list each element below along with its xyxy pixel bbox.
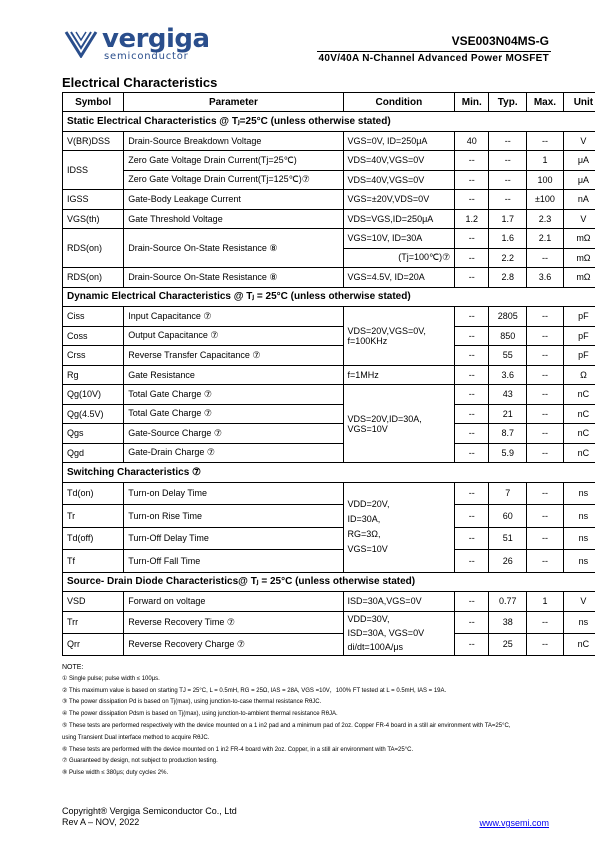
cell-condition: ISD=30A,VGS=0V xyxy=(343,592,455,612)
cell-min: -- xyxy=(455,346,489,366)
table-row xyxy=(63,505,595,528)
cell-min: 40 xyxy=(455,131,489,151)
cell-condition: VDS=VGS,ID=250μA xyxy=(343,209,455,229)
cell-max: 3.6 xyxy=(527,268,564,288)
cell-symbol: RDS(on) xyxy=(63,268,124,288)
cell-symbol: Trr xyxy=(63,611,124,633)
cell-max: -- xyxy=(527,131,564,151)
cell-symbol: Qg(10V) xyxy=(63,385,124,405)
cell-symbol: Td(on) xyxy=(63,482,124,505)
cell-max: 2.3 xyxy=(527,209,564,229)
cell-symbol: IDSS xyxy=(63,151,124,190)
cell-unit: nC xyxy=(563,633,595,655)
note-item: ⑤ These tests are performed respectively with the device mounted on a 1 in2 pad and a minimum pad of 2oz. Copper FR-4 board in a still air environment with TA=25°C, xyxy=(62,722,511,729)
cell-condition: VGS=10V, ID=30A xyxy=(343,229,455,249)
cell-condition xyxy=(343,482,455,572)
document-subtitle: 40V/40A N-Channel Advanced Power MOSFET xyxy=(318,53,549,64)
condition-line: f=100KHz xyxy=(347,335,388,346)
table-row xyxy=(63,151,595,171)
cell-unit: μA xyxy=(563,170,595,190)
cell-typ: 43 xyxy=(489,385,527,405)
cell-symbol: Rg xyxy=(63,365,124,385)
cell-parameter: Turn-Off Fall Time xyxy=(124,550,343,573)
cell-parameter: Zero Gate Voltage Drain Current(Tj=25℃) xyxy=(124,151,343,171)
revision-text: Rev A – NOV, 2022 xyxy=(62,817,140,827)
cell-unit: nC xyxy=(563,424,595,444)
cell-unit: mΩ xyxy=(563,229,595,249)
cell-min: -- xyxy=(455,482,489,505)
cell-unit: pF xyxy=(563,307,595,327)
cell-typ: 21 xyxy=(489,404,527,424)
cell-parameter: Output Capacitance ⑦ xyxy=(124,326,343,346)
note-item: ⑥ These tests are performed with the device mounted on 1 in2 FR-4 board with 2oz. Copper, in a still air environment with TA=25°C. xyxy=(62,746,414,753)
section-dynamic-title: Dynamic Electrical Characteristics @ Tⱼ = 25°C (unless otherwise stated) xyxy=(63,287,595,307)
cell-unit: nC xyxy=(563,385,595,405)
cell-max: -- xyxy=(527,365,564,385)
cell-parameter: Reverse Recovery Charge ⑦ xyxy=(124,633,343,655)
cell-typ: 0.77 xyxy=(489,592,527,612)
cell-parameter: Reverse Recovery Time ⑦ xyxy=(124,611,343,633)
table-row xyxy=(63,482,595,505)
note-item: ④ The power dissipation Pdsm is based on Tj(max), using junction-to-ambient thermal resistance RθJA. xyxy=(62,711,338,718)
condition-line: VGS=10V xyxy=(347,423,388,434)
vergiga-logo-icon xyxy=(64,28,98,58)
notes-title: NOTE: xyxy=(62,664,84,671)
cell-parameter: Drain-Source Breakdown Voltage xyxy=(124,131,343,151)
cell-max: -- xyxy=(527,424,564,444)
cell-max: -- xyxy=(527,482,564,505)
cell-typ: 55 xyxy=(489,346,527,366)
cell-parameter: Forward on voltage xyxy=(124,592,343,612)
cell-min: -- xyxy=(455,443,489,463)
cell-condition: VGS=4.5V, ID=20A xyxy=(343,268,455,288)
cell-unit: ns xyxy=(563,527,595,550)
cell-unit: ns xyxy=(563,505,595,528)
header-max: Max. xyxy=(527,93,564,112)
cell-condition xyxy=(343,611,455,655)
cell-typ: 2.8 xyxy=(489,268,527,288)
cell-min: -- xyxy=(455,326,489,346)
cell-typ: 51 xyxy=(489,527,527,550)
company-logo xyxy=(64,24,210,62)
note-item: ① Single pulse; pulse width ≤ 100μs. xyxy=(62,675,160,682)
cell-parameter: Drain-Source On-State Resistance ⑧ xyxy=(124,229,343,268)
condition-line: VDD=20V, xyxy=(347,499,390,509)
cell-min: -- xyxy=(455,268,489,288)
cell-min: -- xyxy=(455,424,489,444)
cell-condition: f=1MHz xyxy=(343,365,455,385)
cell-typ: 5.9 xyxy=(489,443,527,463)
footer-left xyxy=(62,806,237,828)
cell-symbol: Coss xyxy=(63,326,124,346)
cell-symbol: IGSS xyxy=(63,190,124,210)
cell-min: -- xyxy=(455,505,489,528)
table-row xyxy=(63,527,595,550)
table-row xyxy=(63,170,595,190)
cell-unit: μA xyxy=(563,151,595,171)
header-typ: Typ. xyxy=(489,93,527,112)
table-row xyxy=(63,424,595,444)
cell-parameter: Total Gate Charge ⑦ xyxy=(124,404,343,424)
condition-line: VDS=20V,VGS=0V, xyxy=(347,325,426,336)
cell-min: -- xyxy=(455,248,489,268)
cell-symbol: VGS(th) xyxy=(63,209,124,229)
cell-unit: V xyxy=(563,131,595,151)
cell-parameter: Turn-Off Delay Time xyxy=(124,527,343,550)
cell-parameter: Input Capacitance ⑦ xyxy=(124,307,343,327)
cell-parameter: Gate Threshold Voltage xyxy=(124,209,343,229)
condition-line: VGS=10V xyxy=(347,544,388,554)
cell-min: -- xyxy=(455,527,489,550)
table-row xyxy=(63,633,595,655)
cell-min: 1.2 xyxy=(455,209,489,229)
cell-symbol: Tf xyxy=(63,550,124,573)
table-row xyxy=(63,611,595,633)
cell-condition xyxy=(343,385,455,463)
cell-max: -- xyxy=(527,443,564,463)
cell-symbol: VSD xyxy=(63,592,124,612)
cell-max: -- xyxy=(527,404,564,424)
cell-parameter: Gate-Drain Charge ⑦ xyxy=(124,443,343,463)
cell-max: -- xyxy=(527,248,564,268)
cell-min: -- xyxy=(455,151,489,171)
cell-unit: V xyxy=(563,209,595,229)
table-row xyxy=(63,209,595,229)
cell-max: -- xyxy=(527,385,564,405)
section-static-title: Static Electrical Characteristics @ Tⱼ=25°C (unless otherwise stated) xyxy=(63,112,595,132)
cell-min: -- xyxy=(455,592,489,612)
cell-typ: -- xyxy=(489,151,527,171)
cell-typ: 60 xyxy=(489,505,527,528)
cell-unit: nC xyxy=(563,443,595,463)
table-row xyxy=(63,346,595,366)
cell-min: -- xyxy=(455,385,489,405)
cell-min: -- xyxy=(455,611,489,633)
condition-line: VDD=30V, xyxy=(347,614,390,624)
cell-min: -- xyxy=(455,229,489,249)
cell-symbol: Td(off) xyxy=(63,527,124,550)
cell-typ: 7 xyxy=(489,482,527,505)
header-symbol: Symbol xyxy=(63,93,124,112)
cell-unit: nC xyxy=(563,404,595,424)
cell-typ: 8.7 xyxy=(489,424,527,444)
cell-typ: -- xyxy=(489,131,527,151)
cell-max: -- xyxy=(527,633,564,655)
section-title: Electrical Characteristics xyxy=(62,75,218,90)
table-row xyxy=(63,229,595,249)
cell-condition: VDS=40V,VGS=0V xyxy=(343,170,455,190)
cell-condition: VGS=±20V,VDS=0V xyxy=(343,190,455,210)
cell-max: -- xyxy=(527,505,564,528)
cell-symbol: Qg(4.5V) xyxy=(63,404,124,424)
cell-symbol: V(BR)DSS xyxy=(63,131,124,151)
cell-parameter: Gate-Source Charge ⑦ xyxy=(124,424,343,444)
table-row xyxy=(63,307,595,327)
cell-min: -- xyxy=(455,365,489,385)
cell-parameter: Zero Gate Voltage Drain Current(Tj=125℃)⑦ xyxy=(124,170,343,190)
cell-symbol: Ciss xyxy=(63,307,124,327)
header-min: Min. xyxy=(455,93,489,112)
table-row xyxy=(63,268,595,288)
copyright-text: Copyright® Vergiga Semiconductor Co., Ltd xyxy=(62,806,237,816)
table-row xyxy=(63,365,595,385)
table-header-row xyxy=(63,93,595,112)
cell-parameter: Gate Resistance xyxy=(124,365,343,385)
cell-max: 1 xyxy=(527,592,564,612)
cell-unit: pF xyxy=(563,326,595,346)
cell-unit: mΩ xyxy=(563,248,595,268)
section-diode-title: Source- Drain Diode Characteristics@ Tⱼ = 25°C (unless otherwise stated) xyxy=(63,572,595,592)
cell-unit: ns xyxy=(563,482,595,505)
condition-line: di/dt=100A/μs xyxy=(347,642,404,652)
cell-min: -- xyxy=(455,633,489,655)
cell-parameter: Gate-Body Leakage Current xyxy=(124,190,343,210)
cell-typ: 850 xyxy=(489,326,527,346)
cell-max: -- xyxy=(527,346,564,366)
cell-typ: 1.6 xyxy=(489,229,527,249)
cell-typ: 1.7 xyxy=(489,209,527,229)
cell-typ: 2.2 xyxy=(489,248,527,268)
cell-parameter: Drain-Source On-State Resistance ⑧ xyxy=(124,268,343,288)
table-row xyxy=(63,443,595,463)
cell-unit: nA xyxy=(563,190,595,210)
cell-max: -- xyxy=(527,550,564,573)
cell-typ: 26 xyxy=(489,550,527,573)
header-parameter: Parameter xyxy=(124,93,343,112)
note-item: ② This maximum value is based on starting TJ = 25°C, L = 0.5mH, RG = 25Ω, IAS = 28A, VGS =10V，100% FT tested at L = 0.5mH, IAS = 19A. xyxy=(62,687,447,694)
note-item: ⑧ Pulse width ≤ 380μs; duty cycle≤ 2%. xyxy=(62,770,169,777)
cell-symbol: Qgd xyxy=(63,443,124,463)
notes-section xyxy=(62,662,595,780)
table-row xyxy=(63,404,595,424)
table-row xyxy=(63,592,595,612)
logo-word: vergiga xyxy=(102,24,210,54)
cell-symbol: Qrr xyxy=(63,633,124,655)
note-item: ③ The power dissipation Pd is based on Tj(max), using junction-to-case thermal resistance RθJC. xyxy=(62,699,322,706)
condition-line: ID=30A, xyxy=(347,514,381,524)
condition-line: RG=3Ω, xyxy=(347,529,381,539)
condition-line: VDS=20V,ID=30A, xyxy=(347,413,422,424)
cell-typ: 2805 xyxy=(489,307,527,327)
cell-max: -- xyxy=(527,326,564,346)
cell-max: 2.1 xyxy=(527,229,564,249)
section-switching-title: Switching Characteristics ⑦ xyxy=(63,463,595,483)
electrical-characteristics-table xyxy=(62,92,595,656)
cell-symbol: Qgs xyxy=(63,424,124,444)
cell-min: -- xyxy=(455,307,489,327)
cell-typ: -- xyxy=(489,190,527,210)
cell-max: -- xyxy=(527,611,564,633)
cell-unit: V xyxy=(563,592,595,612)
cell-condition xyxy=(343,307,455,366)
note-item: using Transient Dual interface method to acquire RθJC. xyxy=(62,734,210,741)
table-row xyxy=(63,550,595,573)
cell-symbol: RDS(on) xyxy=(63,229,124,268)
header-unit: Unit xyxy=(563,93,595,112)
header-divider xyxy=(317,51,551,52)
table-row xyxy=(63,131,595,151)
cell-condition: VDS=40V,VGS=0V xyxy=(343,151,455,171)
logo-subtitle: semiconductor xyxy=(104,51,189,62)
cell-condition: VGS=0V, ID=250μA xyxy=(343,131,455,151)
condition-line: ISD=30A, VGS=0V xyxy=(347,628,425,638)
cell-parameter: Total Gate Charge ⑦ xyxy=(124,385,343,405)
website-link[interactable]: www.vgsemi.com xyxy=(479,818,549,828)
table-row xyxy=(63,385,595,405)
table-row xyxy=(63,190,595,210)
cell-max: 1 xyxy=(527,151,564,171)
cell-symbol: Crss xyxy=(63,346,124,366)
cell-typ: 25 xyxy=(489,633,527,655)
note-item: ⑦ Guaranteed by design, not subject to production testing. xyxy=(62,758,218,765)
cell-min: -- xyxy=(455,550,489,573)
cell-max: -- xyxy=(527,527,564,550)
table-row xyxy=(63,326,595,346)
cell-unit: ns xyxy=(563,550,595,573)
cell-unit: ns xyxy=(563,611,595,633)
cell-min: -- xyxy=(455,170,489,190)
cell-max: -- xyxy=(527,307,564,327)
cell-min: -- xyxy=(455,404,489,424)
cell-min: -- xyxy=(455,190,489,210)
cell-max: ±100 xyxy=(527,190,564,210)
header-condition: Condition xyxy=(343,93,455,112)
cell-unit: mΩ xyxy=(563,268,595,288)
part-number: VSE003N04MS-G xyxy=(451,34,549,48)
cell-parameter: Reverse Transfer Capacitance ⑦ xyxy=(124,346,343,366)
cell-typ: 38 xyxy=(489,611,527,633)
cell-max: 100 xyxy=(527,170,564,190)
cell-typ: 3.6 xyxy=(489,365,527,385)
cell-parameter: Turn-on Delay Time xyxy=(124,482,343,505)
cell-unit: pF xyxy=(563,346,595,366)
cell-symbol: Tr xyxy=(63,505,124,528)
cell-parameter: Turn-on Rise Time xyxy=(124,505,343,528)
cell-unit: Ω xyxy=(563,365,595,385)
cell-condition: (Tj=100℃)⑦ xyxy=(343,248,455,268)
cell-typ: -- xyxy=(489,170,527,190)
